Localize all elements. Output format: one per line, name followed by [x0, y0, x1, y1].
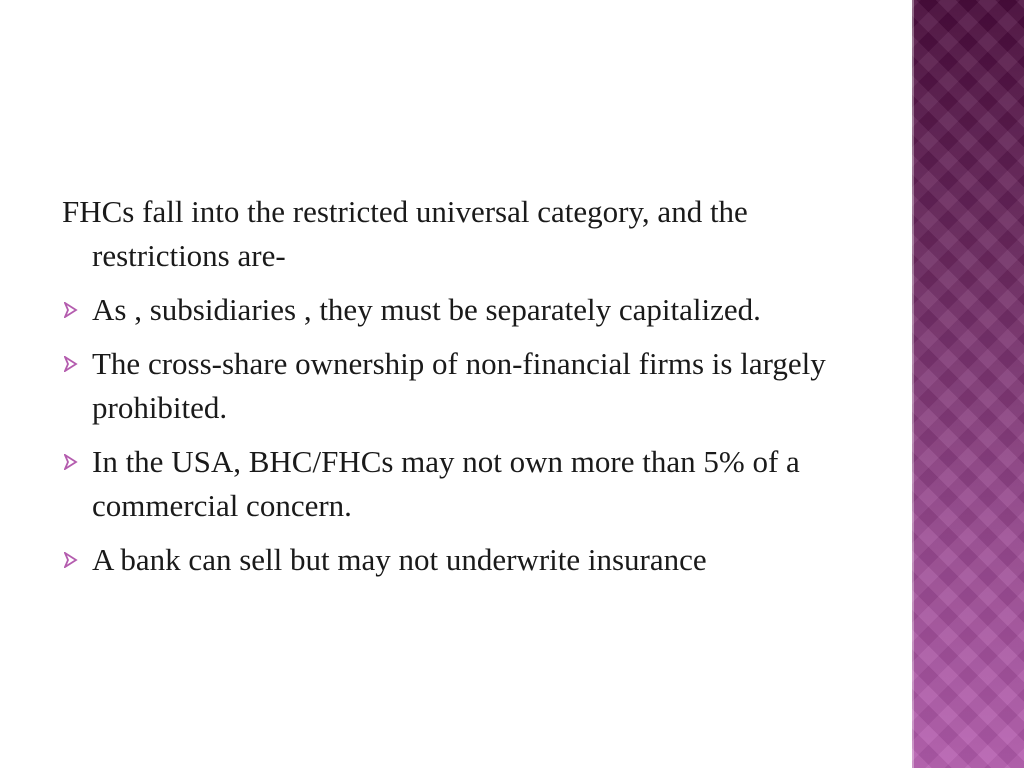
- bullet-text: As , subsidiaries , they must be separately capitalized.: [92, 292, 761, 327]
- open-arrow-icon: [64, 454, 78, 470]
- open-arrow-icon: [64, 302, 78, 318]
- slide-body: [62, 190, 842, 592]
- bullet-item-1: [62, 288, 842, 332]
- bullet-item-3: [62, 440, 842, 528]
- bullet-item-2: [62, 342, 842, 430]
- bullet-item-4: [62, 538, 842, 582]
- side-band-edge: [912, 0, 914, 768]
- bullet-text: In the USA, BHC/FHCs may not own more than 5% of a commercial concern.: [92, 444, 800, 523]
- bullet-text: A bank can sell but may not underwrite insurance: [92, 542, 707, 577]
- decorative-side-band: [912, 0, 1024, 768]
- open-arrow-icon: [64, 552, 78, 568]
- open-arrow-icon: [64, 356, 78, 372]
- intro-paragraph: FHCs fall into the restricted universal category, and the restrictions are-: [62, 194, 748, 273]
- bullet-text: The cross-share ownership of non-financial firms is largely prohibited.: [92, 346, 826, 425]
